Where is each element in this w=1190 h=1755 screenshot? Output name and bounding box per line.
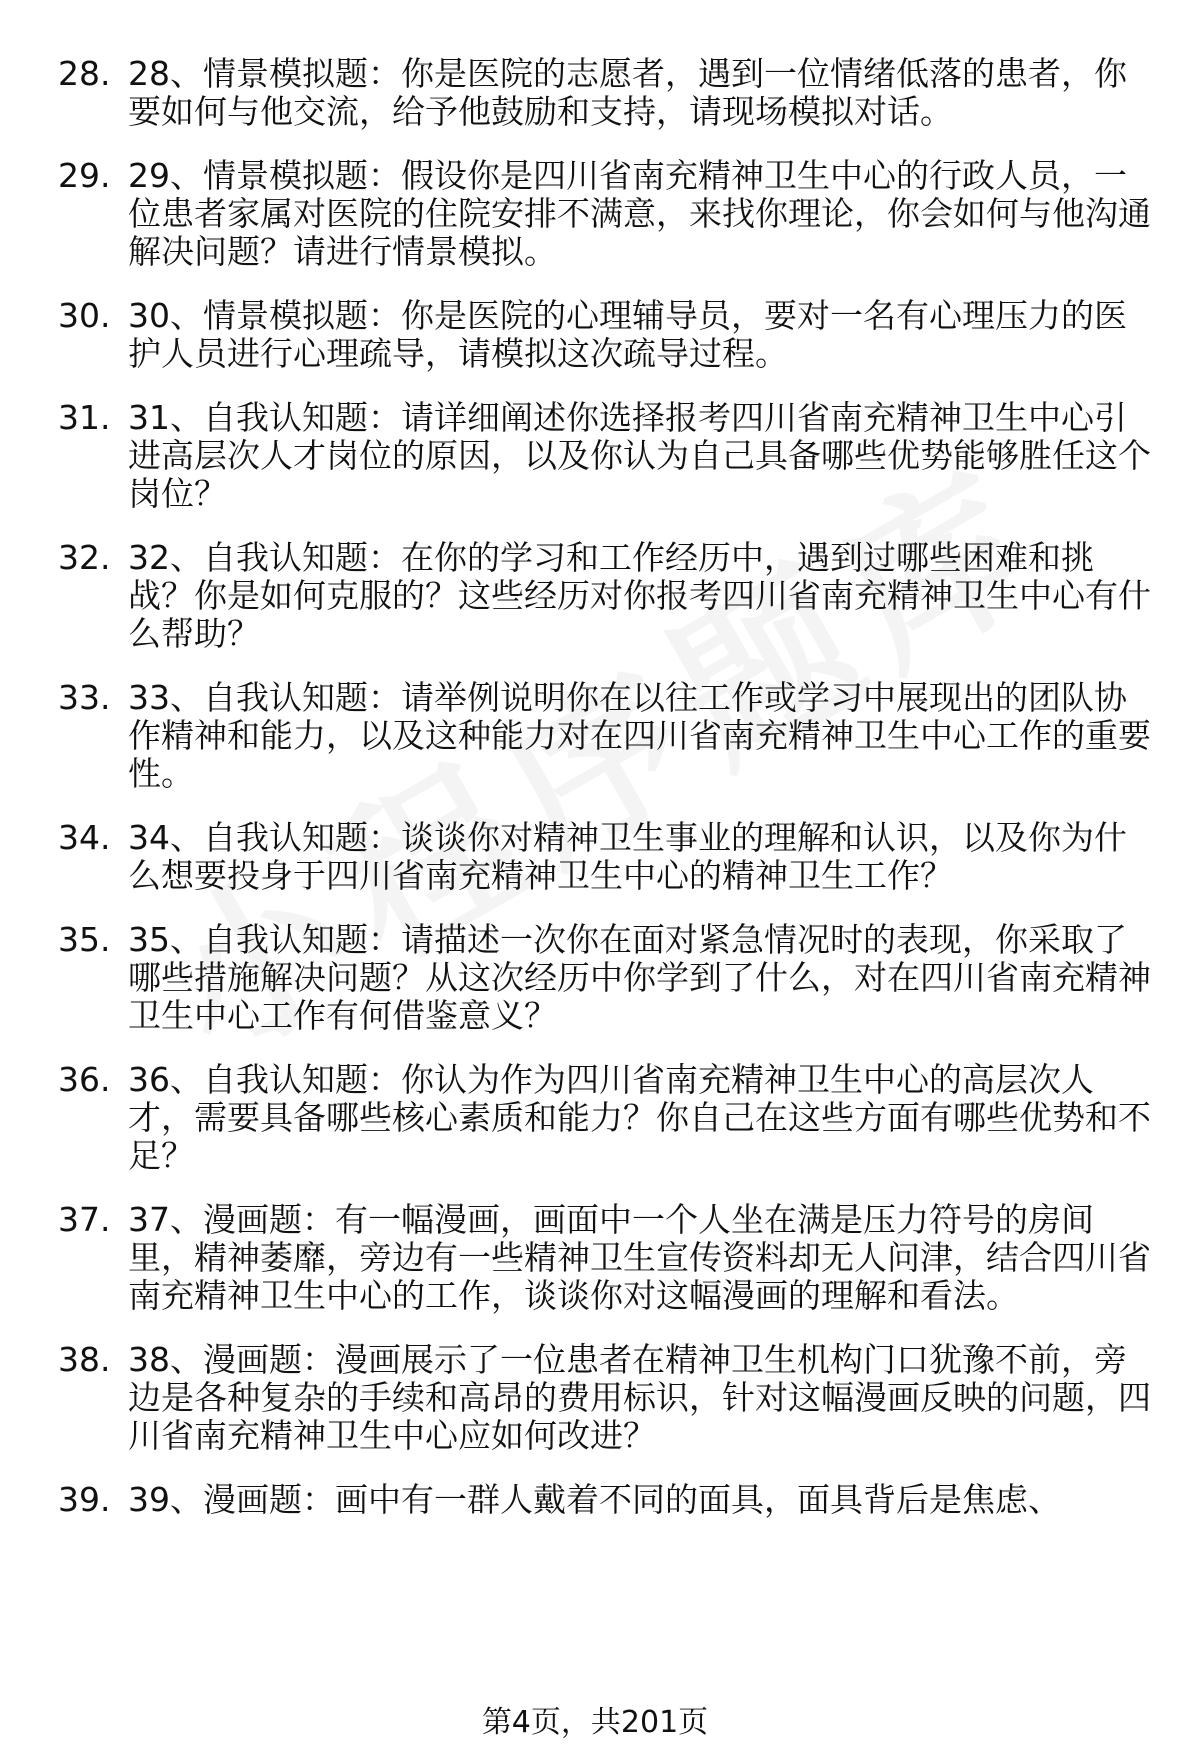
question-item bbox=[58, 1201, 1158, 1315]
question-text: 37、漫画题：有一幅漫画，画面中一个人坐在满是压力符号的房间里，精神萎靡，旁边有一些精神卫生宣传资料却无人问津，结合四川省南充精神卫生中心的工作，谈谈你对这幅漫画的理解和看法。 bbox=[128, 1200, 1151, 1315]
question-number: 31. bbox=[58, 398, 111, 437]
question-item bbox=[58, 1481, 1158, 1519]
question-text: 31、自我认知题：请详细阐述你选择报考四川省南充精神卫生中心引进高层次人才岗位的原因，以及你认为自己具备哪些优势能够胜任这个岗位？ bbox=[128, 398, 1151, 513]
question-number: 34. bbox=[58, 818, 111, 857]
question-number: 33. bbox=[58, 678, 111, 717]
question-item bbox=[58, 1061, 1158, 1175]
question-text: 39、漫画题：画中有一群人戴着不同的面具，面具背后是焦虑、 bbox=[128, 1480, 1061, 1519]
question-text: 35、自我认知题：请描述一次你在面对紧急情况时的表现，你采取了哪些措施解决问题？从这次经历中你学到了什么，对在四川省南充精神卫生中心工作有何借鉴意义？ bbox=[128, 920, 1151, 1035]
question-number: 38. bbox=[58, 1340, 111, 1379]
page-footer: 第4页，共201页 bbox=[481, 1705, 709, 1740]
question-list bbox=[58, 55, 1158, 1545]
question-number: 39. bbox=[58, 1480, 111, 1519]
question-item bbox=[58, 55, 1158, 131]
question-text: 33、自我认知题：请举例说明你在以往工作或学习中展现出的团队协作精神和能力，以及这种能力对在四川省南充精神卫生中心工作的重要性。 bbox=[128, 678, 1151, 793]
question-item bbox=[58, 157, 1158, 271]
question-item bbox=[58, 297, 1158, 373]
question-number: 28. bbox=[58, 54, 111, 93]
question-number: 36. bbox=[58, 1060, 111, 1099]
question-number: 30. bbox=[58, 296, 111, 335]
question-item bbox=[58, 819, 1158, 895]
question-text: 38、漫画题：漫画展示了一位患者在精神卫生机构门口犹豫不前，旁边是各种复杂的手续和高昂的费用标识，针对这幅漫画反映的问题，四川省南充精神卫生中心应如何改进？ bbox=[128, 1340, 1151, 1455]
question-text: 32、自我认知题：在你的学习和工作经历中，遇到过哪些困难和挑战？你是如何克服的？这些经历对你报考四川省南充精神卫生中心有什么帮助？ bbox=[128, 538, 1151, 653]
question-item bbox=[58, 921, 1158, 1035]
question-item bbox=[58, 399, 1158, 513]
question-text: 29、情景模拟题：假设你是四川省南充精神卫生中心的行政人员，一位患者家属对医院的住院安排不满意，来找你理论，你会如何与他沟通解决问题？请进行情景模拟。 bbox=[128, 156, 1151, 271]
question-number: 37. bbox=[58, 1200, 111, 1239]
question-text: 36、自我认知题：你认为作为四川省南充精神卫生中心的高层次人才，需要具备哪些核心素质和能力？你自己在这些方面有哪些优势和不足？ bbox=[128, 1060, 1151, 1175]
question-item bbox=[58, 1341, 1158, 1455]
question-text: 30、情景模拟题：你是医院的心理辅导员，要对一名有心理压力的医护人员进行心理疏导，请模拟这次疏导过程。 bbox=[128, 296, 1127, 373]
question-item bbox=[58, 539, 1158, 653]
question-number: 32. bbox=[58, 538, 111, 577]
question-text: 28、情景模拟题：你是医院的志愿者，遇到一位情绪低落的患者，你要如何与他交流，给予他鼓励和支持，请现场模拟对话。 bbox=[128, 54, 1127, 131]
question-item bbox=[58, 679, 1158, 793]
question-number: 29. bbox=[58, 156, 111, 195]
question-number: 35. bbox=[58, 920, 111, 959]
question-text: 34、自我认知题：谈谈你对精神卫生事业的理解和认识，以及你为什么想要投身于四川省南充精神卫生中心的精神卫生工作？ bbox=[128, 818, 1127, 895]
